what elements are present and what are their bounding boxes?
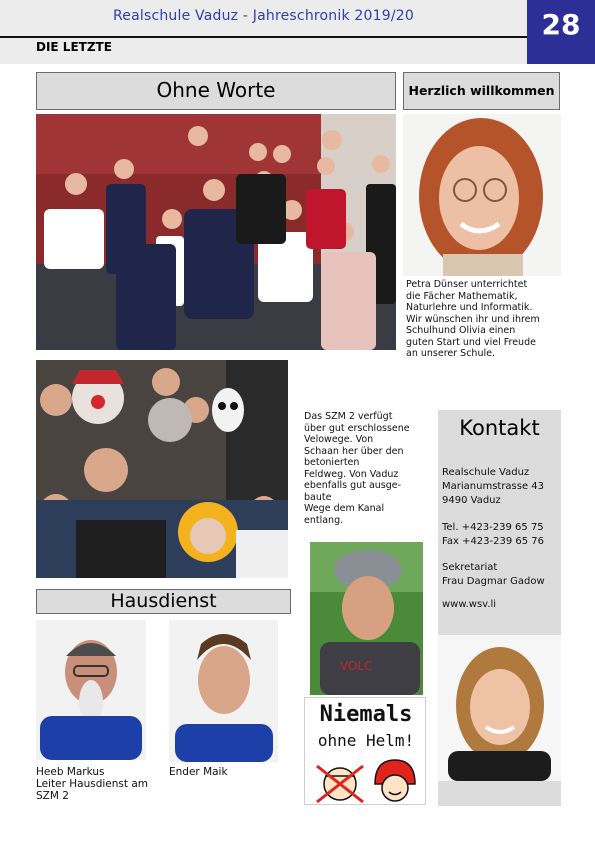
svg-text:VOLC: VOLC — [340, 659, 373, 673]
helmet-sign-drawing — [305, 754, 426, 805]
teacher-portrait-photo — [403, 114, 561, 276]
contact-website-link[interactable]: www.wsv.li — [442, 599, 497, 610]
helmet-sign-graphic — [304, 697, 426, 805]
contact-school-name: Realschule Vaduz — [442, 467, 530, 478]
page-number-box — [527, 0, 595, 64]
staff-caption-ender-maik: Ender Maik — [169, 766, 228, 778]
staff-photo-heeb-markus — [36, 620, 146, 760]
contact-title: Kontakt — [459, 416, 540, 440]
section-label: DIE LETZTE — [36, 40, 112, 54]
heading-herzlich-willkommen: Herzlich willkommen — [403, 72, 560, 110]
publication-title: Realschule Vaduz - Jahreschronik 2019/20 — [112, 8, 414, 24]
staff-caption-heeb-markus: Heeb Markus Leiter Hausdienst am SZM 2 — [36, 766, 149, 802]
helmet-sign-line2: ohne Helm! — [317, 731, 415, 750]
helmet-boy-photo — [310, 542, 423, 695]
contact-secretariat-label: Sekretariat — [442, 562, 498, 573]
secretary-portrait-photo — [438, 635, 561, 781]
contact-city: 9490 Vaduz — [442, 495, 501, 506]
heading-hausdienst: Hausdienst — [36, 589, 291, 614]
contact-street: Marianumstrasse 43 — [442, 481, 545, 492]
contact-panel — [438, 410, 561, 806]
group-photo — [36, 114, 396, 350]
halloween-photo — [36, 360, 288, 578]
heading-ohne-worte: Ohne Worte — [36, 72, 396, 110]
contact-fax: Fax +423-239 65 76 — [442, 536, 545, 547]
teacher-welcome-caption: Petra Dünser unterrichtet die Fächer Mathematik, Naturlehre und Informatik. Wir wünschen ihr und ihrem Schulhund Olivia einen guten Start und viel Freude an unserer Schule. — [406, 279, 540, 359]
header-divider — [0, 36, 527, 38]
helmet-sign-line1: Niemals — [319, 702, 413, 727]
staff-photo-ender-maik — [169, 620, 278, 762]
contact-secretary-name: Frau Dagmar Gadow — [442, 576, 545, 587]
contact-phone: Tel. +423-239 65 75 — [442, 522, 544, 533]
bike-path-caption: Das SZM 2 verfügt über gut erschlossene Velowege. Von Schaan her über den betonierten Feldweg. Von Vaduz ebenfalls gut ausge- baute Wege dem Kanal entlang. — [304, 411, 410, 526]
page-number: 28 — [541, 8, 581, 41]
